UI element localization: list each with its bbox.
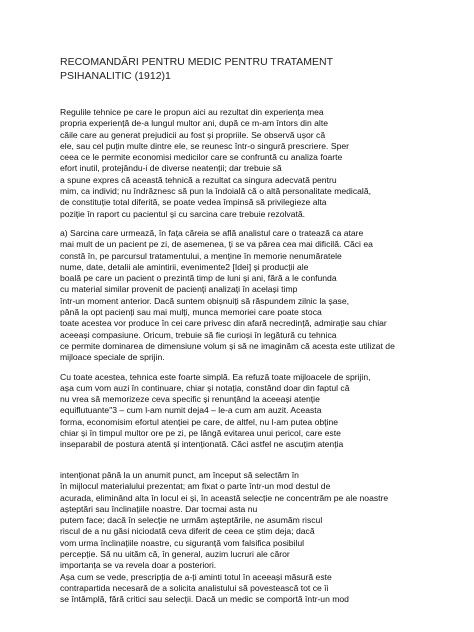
text-line: toate acestea vor produce în cei care privesc din afară necredință, admirație sau chiar: [60, 318, 387, 329]
text-line: inseparabil de postura atentă și intenționată. Căci astfel ne ascuțim atenția: [60, 439, 344, 450]
text-line: așteptări sau înclinațiile noastre. Dar tocmai asta nu: [60, 503, 258, 514]
text-line: importanța se va revela doar a posteriori.: [60, 560, 217, 571]
paragraph: [60, 228, 424, 364]
text-line: Cu toate acestea, tehnica este foarte simplă. Ea refuză toate mijloacele de sprijin,: [60, 371, 371, 382]
text-line: Regulile tehnice pe care le propun aici au rezultat din experiența mea: [60, 107, 324, 117]
text-line: equiflutuante"3 – cum l-am numit deja4 – le-a cum am auzit. Aceasta: [60, 405, 322, 416]
text-line: contrapartida necesară de a solicita analistului să povestească tot ce îi: [60, 582, 329, 593]
text-line: căile care au generat prejudicii au fost și propriile. Se observă ușor că: [60, 129, 326, 140]
text-line: acurada, eliminând alta în locul ei și, în această selecție ne concentrăm pe ale noastre: [60, 492, 389, 503]
paragraph: [60, 107, 424, 220]
text-line: putem face; dacă în selecție ne urmăm așteptările, ne asumăm riscul: [60, 515, 323, 526]
paragraph: [60, 459, 424, 606]
text-line: nu vrea să memorizeze ceva specific și renunțând la aceeași atenție: [60, 394, 320, 405]
document-body: [60, 107, 424, 605]
text-line: ceea ce le permite economisi medicilor care se confruntă cu analiza foarte: [60, 152, 343, 163]
text-line: se întâmplă, fără critici sau selecții. Dacă un medic se comportă într-un mod: [60, 594, 349, 605]
text-line: forma, economisim efortul atenției pe care, de altfel, nu l-am putea obține: [60, 416, 339, 427]
title-line: PSIHANALITIC (1912)1: [60, 70, 171, 82]
text-line: Așa cum se vede, prescripția de a-ți aminti totul în aceeași măsură este: [60, 571, 332, 582]
text-line: intenționat până la un anumit punct, am început să selectăm în: [60, 469, 299, 480]
text-line: nume, date, detalii ale amintirii, evenimente2 [Idei] și producții ale: [60, 261, 309, 272]
text-line: constă în, pe parcursul tratamentului, a menține în memorie nenumăratele: [60, 250, 342, 261]
text-line: a spune expres că această tehnică a rezultat ca singura adecvată pentru: [60, 174, 337, 185]
text-line: ele, sau cel puțin multe dintre ele, se reunesc într-o singură prescriere. Sper: [60, 140, 349, 151]
text-line: mai mult de un pacient pe zi, de asemenea, ți se va părea cea mai dificilă. Căci ea: [60, 239, 373, 250]
paragraph: [60, 372, 424, 451]
text-line: în mijlocul materialului prezentat; am fixat o parte într-un mod destul de: [60, 481, 331, 492]
text-line: propria experiență de-a lungul multor ani, după ce m-am întors din alte: [60, 118, 328, 129]
text-line: cu material similar provenit de pacienți analizați în același timp: [60, 284, 298, 295]
text-line: [60, 459, 424, 470]
text-line: percepție. Să nu uităm că, în general, auzim lucruri ale căror: [60, 548, 290, 559]
text-line: poziție în raport cu pacientul și cu sarcina care trebuie rezolvată.: [60, 208, 306, 219]
text-line: așa cum vom auzi în continuare, chiar și notația, constând doar din faptul că: [60, 382, 350, 393]
text-line: aceeași compasiune. Oricum, trebuie să fie curioși în legătură cu tehnica: [60, 329, 337, 340]
text-line: într-un moment anterior. Dacă suntem obișnuiți să răspundem zilnic la șase,: [60, 295, 349, 306]
text-line: riscul de a nu găsi niciodată ceva diferit de ceea ce știm deja; dacă: [60, 526, 315, 537]
text-line: mim, ca individ; nu îndrăznesc să pun la îndoială că o altă personalitate medicală,: [60, 186, 371, 197]
text-line: de constituție total diferită, se poate vedea împinsă să privilegieze alta: [60, 197, 327, 208]
text-line: până la opt pacienți sau mai mulți, munca memoriei care poate stoca: [60, 307, 322, 318]
title-line: RECOMANDĂRI PENTRU MEDIC PENTRU TRATAMENT: [60, 56, 334, 68]
text-line: boală pe care un pacient o prezintă timp de luni și ani, fără a le confunda: [60, 273, 337, 284]
text-line: vom urma înclinațiile noastre, cu siguranță vom falsifica posibilul: [60, 537, 305, 548]
text-line: chiar și în timpul multor ore pe zi, pe lângă evitarea unui pericol, care este: [60, 428, 341, 439]
text-line: efort inutil, protejându-i de diverse neatenții; dar trebuie să: [60, 163, 282, 174]
text-line: mijloace speciale de sprijin.: [60, 352, 165, 363]
text-line: a) Sarcina care urmează, în fața căreia se află analistul care o tratează ca atare: [60, 227, 364, 238]
text-line: ce permite dominarea de dimensiune volum și să ne imaginăm că acesta este utilizat de: [60, 340, 395, 351]
page-title: [60, 55, 424, 83]
